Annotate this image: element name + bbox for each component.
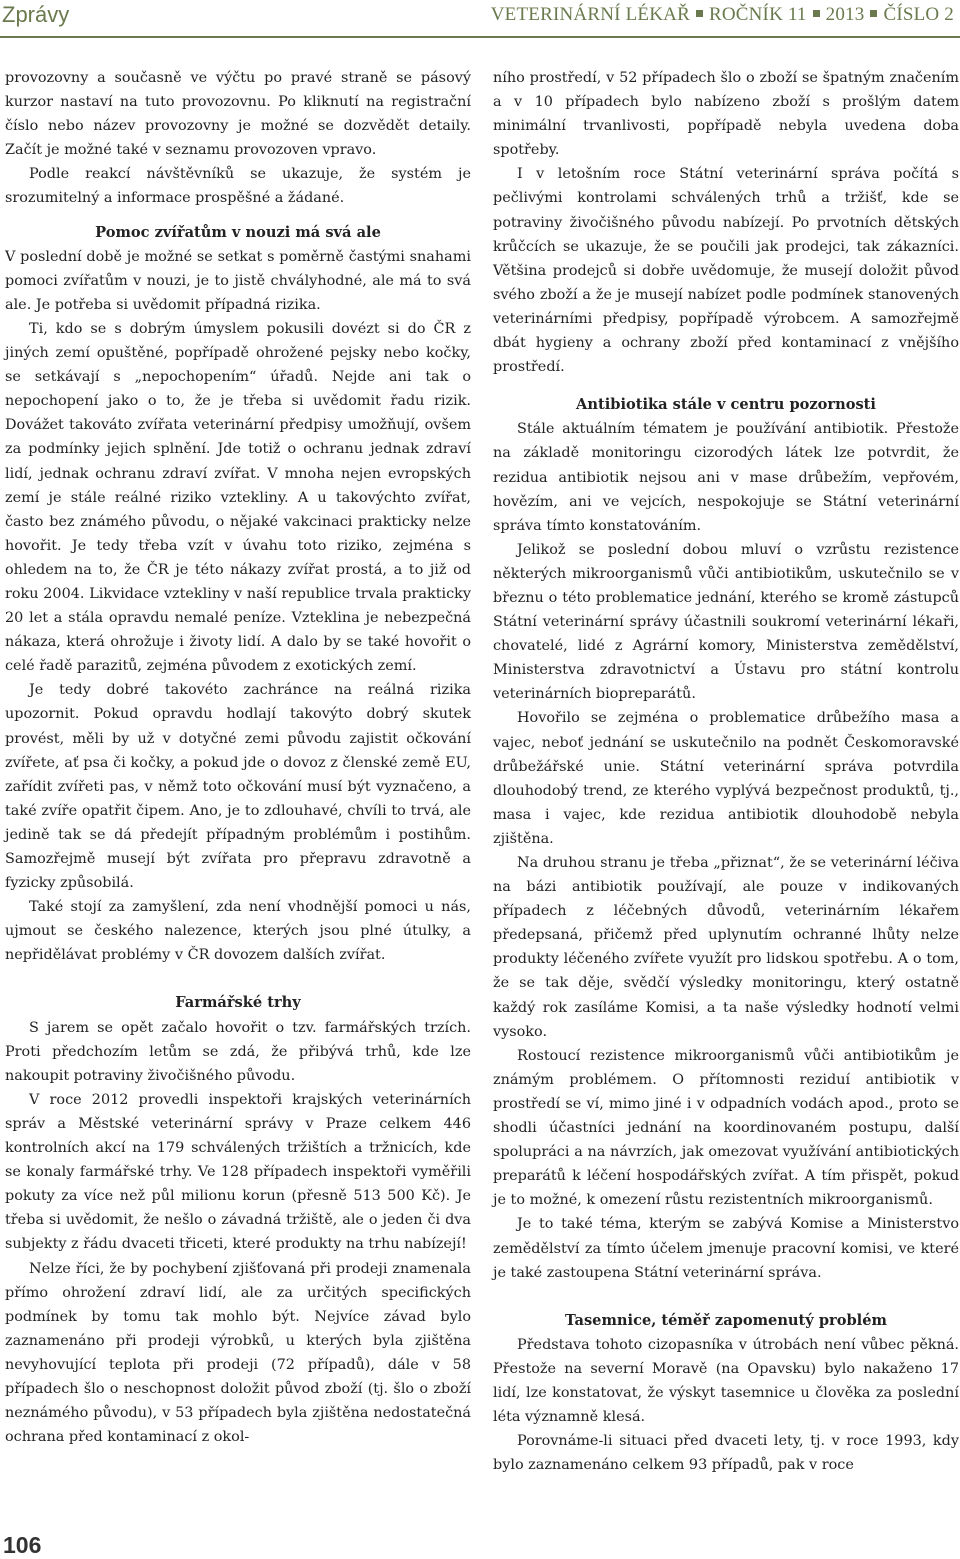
paragraph: Porovnáme-li situaci před dvaceti lety, tj. v roce 1993, kdy bylo zaznamenáno celkem 93 případů, pak v roce <box>493 1433 959 1474</box>
paragraph: V poslední době je možné se setkat s poměrně častými snahami pomoci zvířatům v nouzi, je to jistě chvályhodné, ale má to svá ale. Je potřeba si uvědomit případná rizika. <box>5 248 471 313</box>
paragraph: V roce 2012 provedli inspektoři krajských veterinárních správ a Městské veterinární správy v Praze celkem 446 kontrolních akcí na 179 schválených tržištích a tržnicích, kde se konaly farmářské trhy. Ve 128 případech inspektoři vyměřili pokuty za více než půl milionu korun (přesně 513 500 Kč). Je třeba si uvědomit, že nešlo o závadná tržiště, ale o jeden či dva subjekty z řádu dvaceti třiceti, které produkty na trhu nabízejí! <box>5 1091 471 1253</box>
paragraph: Podle reakcí návštěvníků se ukazuje, že systém je srozumitelný a informace prospěšné a žádané. <box>5 166 471 207</box>
paragraph: I v letošním roce Státní veterinární správa počítá s pečlivými kontrolami schválených trhů a tržišť, kde se potraviny živočišného původu nabízejí. Po prvotních dětských krůčcích se ukazuje, že se poučili jak prodejci, tak zákazníci. Většina prodejců si dobře uvědomuje, že musejí doložit původ svého zboží a že je musejí nabízet podle podmínek stanovených veterinárními předpisy, popřípadě výrobcem. A samozřejmě dbát hygieny a ochrany zboží před kontaminací z vnějšího prostředí. <box>493 166 959 376</box>
paragraph: Také stojí za zamyšlení, zda není vhodnější pomoci u nás, ujmout se českého nalezence, kterých jsou plné útulky, a nepřidělávat problémy v ČR dovozem dalších zvířat. <box>5 899 471 964</box>
journal-info <box>491 4 954 26</box>
journal-issue: ČÍSLO 2 <box>883 4 954 25</box>
paragraph: ního prostředí, v 52 případech šlo o zboží se špatným značením a v 10 případech bylo nabízeno zboží s prošlým datem minimální trvanlivosti, popřípadě nebyla uvedena doba spotřeby. <box>493 70 959 159</box>
right-column <box>493 66 959 1477</box>
left-column <box>5 66 471 1449</box>
separator-square-icon <box>813 10 820 17</box>
section-title: Zprávy <box>2 2 70 27</box>
paragraph: Na druhou stranu je třeba „přiznat“, že se veterinární léčiva na bázi antibiotik používají, ale pouze v indikovaných případech z léčebných důvodů, veterinárním lékařem předepsaná, přičemž před uplynutím ochranné lhůty nelze produkty léčeného zvířete využít pro lidskou spotřebu. A o tom, že se tak děje, svědčí výsledky monitoringu, který ostatně každý rok zasíláme Komisi, a ta naše výsledky hodnotí velmi vysoko. <box>493 855 959 1040</box>
journal-year: 2013 <box>825 4 865 25</box>
paragraph: Je tedy dobré takovéto zachránce na reálná rizika upozornit. Pokud opravdu hodlají takovýto dobrý skutek provést, měli by už v dotyčné zemi původu zajistit očkování zvířete, ať psa či kočky, a pokud jde o dovoz z členské země EU, zařídit zvířeti pas, v němž toto očkování musí být vyznačeno, a také zvíře opatřit čipem. Ano, je to zdlouhavé, chvíli to trvá, ale jedině tak se dá předejít případným problémům i postihům. Samozřejmě musejí být zvířata pro přepravu zdravotně a fyzicky způsobilá. <box>5 682 471 892</box>
separator-square-icon <box>870 10 877 17</box>
separator-square-icon <box>696 10 703 17</box>
paragraph: Nelze říci, že by pochybení zjišťovaná při prodeji znamenala přímo ohrožení zdraví lidí, ale za určitých specifických podmínek by tomu tak mohlo být. Nejvíce závad bylo zaznamenáno při prodeji výrobků, u kterých byla zjištěna nevyhovující teplota při prodeji (72 případů), dále v 58 případech šlo o neschopnost doložit původ zboží (tj. šlo o zboží neznámého původu), v 53 případech byla zjištěna nedostatečná ochrana před kontaminací z okol- <box>5 1260 471 1446</box>
page-number: 106 <box>3 1532 42 1558</box>
journal-volume: ROČNÍK 11 <box>708 4 807 25</box>
section-heading: Farmářské trhy <box>175 994 301 1012</box>
paragraph: S jarem se opět začalo hovořit o tzv. farmářských trzích. Proti předchozím letům se zdá, že přibývá trhů, kde lze nakoupit potraviny živočišného původu. <box>5 1019 471 1084</box>
section-heading: Tasemnice, téměř zapomenutý problém <box>565 1311 887 1329</box>
section-heading: Antibiotika stále v centru pozornosti <box>576 396 876 414</box>
paragraph: Je to také téma, kterým se zabývá Komise a Ministerstvo zemědělství za tímto účelem jmenuje pracovní komisi, ve které je také zastoupena Státní veterinární správa. <box>493 1216 959 1281</box>
journal-name: VETERINÁRNÍ LÉKAŘ <box>490 4 690 25</box>
paragraph: Stále aktuálním tématem je používání antibiotik. Přestože na základě monitoringu cizorodých látek lze potvrdit, že rezidua antibiotik nejsou ani v mase drůbežím, vepřovém, hovězím, ani ve vejcích, nespokojuje se Státní veterinární správa tímto konstatováním. <box>493 421 959 534</box>
paragraph: Představa tohoto cizopasníka v útrobách není vůbec pěkná. Přestože na severní Moravě (na Opavsku) bylo nakaženo 17 lidí, lze konstatovat, že výskyt tasemnice u člověka za poslední léta významně klesá. <box>493 1336 959 1426</box>
paragraph: Hovořilo se zejména o problematice drůbežího masa a vajec, neboť jednání se uskutečnilo na podnět Českomoravské drůbežářské unie. Státní veterinární správa potvrdila dlouhodobý trend, ze kterého vyplývá bezpečnost produktů, tj., masa i vajec, kde rezidua antibiotik dlouhodobě nebyla zjištěna. <box>493 710 959 847</box>
paragraph: Ti, kdo se s dobrým úmyslem pokusili dovézt si do ČR z jiných zemí opuštěné, popřípadě ohrožené pejsky nebo kočky, se setkávají s „nepochopením“ úřadů. Nejde ani tak o nepochopení jako o to, že je třeba si uvědomit řadu rizik. Dovážet takováto zvířata veterinární předpisy umožňují, ovšem za podmínky jejich splnění. Jde totiž o ochranu jednak zdraví lidí, jednak ochranu zdraví zvířat. V mnoha nejen evropských zemí je stále reálné riziko vztekliny. A u takovýchto zvířat, často bez známého původu, o nějaké vakcinaci prakticky nelze hovořit. Je tedy třeba vzít v úvahu toto riziko, zejména s ohledem na to, že ČR je této nákazy zvířat prostá, a to již od roku 2004. Likvidace vztekliny v naší republice trvala prakticky 20 let a stála opravdu nemalé peníze. Vzteklina je nebezpečná nákaza, která ohrožuje i životy lidí. A dalo by se také hovořit o celé řadě parazitů, zejména původem z exotických zemí. <box>5 320 471 675</box>
page-header <box>0 0 960 38</box>
paragraph: provozovny a současně ve výčtu po pravé straně se pásový kurzor nastaví na tuto provozovnu. Po kliknutí na registrační číslo nebo název provozovny je možné se dozvědět detaily. Začít je možné také v seznamu provozoven vpravo. <box>5 70 471 159</box>
section-heading: Pomoc zvířatům v nouzi má svá ale <box>95 223 381 241</box>
paragraph: Rostoucí rezistence mikroorganismů vůči antibiotikům je známým problémem. O přítomnosti reziduí antibiotik v prostředí se ví, mimo jiné i v odpadních vodách apod., proto se shodli účastníci jednání na koordinovaném postupu, další spolupráci a na návrzích, jak omezovat využívání antibiotických preparátů k léčení hospodářských zvířat. A tím přispět, pokud je to možné, k omezení růstu rezistentních mikroorganismů. <box>493 1047 959 1209</box>
paragraph: Jelikož se poslední dobou mluví o vzrůstu rezistence některých mikroorganismů vůči antibiotikům, uskutečnilo se v březnu o této problematice jednání, kterého se kromě zástupců Státní veterinární správy účastnili soukromí veterinární lékaři, chovatelé, lidé z Agrární komory, Ministerstva zemědělství, Ministerstva zdravotnictví a Ústavu pro státní kontrolu veterinárních biopreparátů. <box>493 541 959 703</box>
